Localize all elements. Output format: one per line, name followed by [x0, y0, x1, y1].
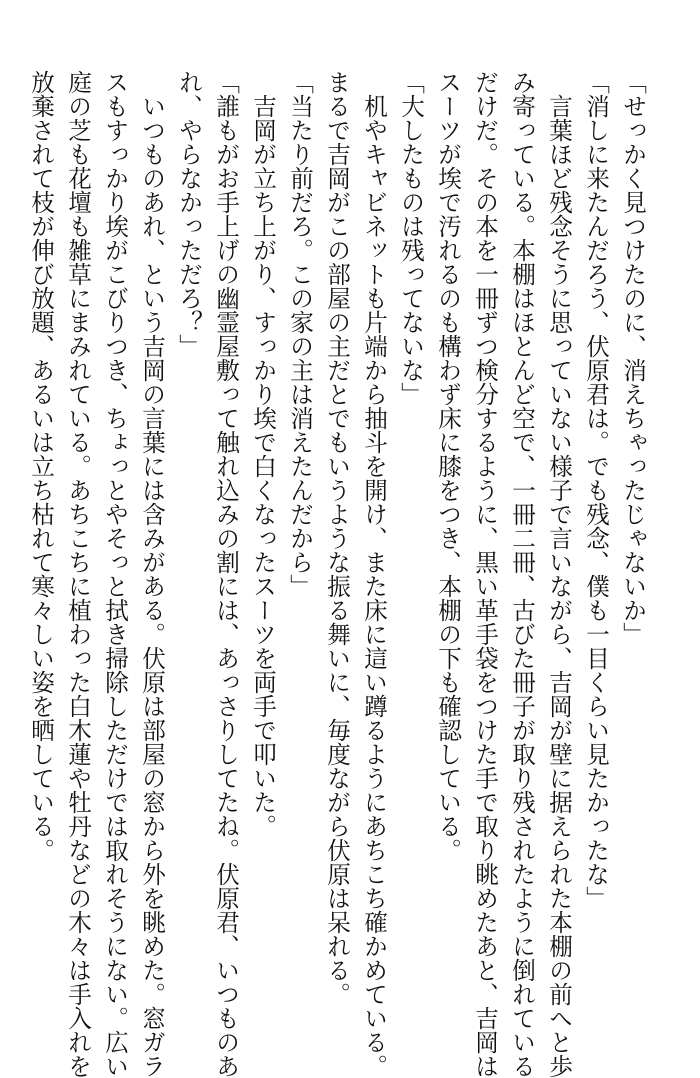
text-line-1: 「せっかく見つけたのに、消えちゃったじゃないか」: [619, 70, 647, 646]
text-line-7: 「大したものは残ってないな」: [397, 70, 425, 406]
text-line-6: スーツが埃で汚れるのも構わず床に膝をつき、本棚の下も確認している。: [434, 70, 462, 862]
text-line-10: 「当たり前だろ。この家の主は消えたんだから」: [286, 70, 314, 598]
text-line-11: 吉岡が立ち上がり、すっかり埃で白くなったスーツを両手で叩いた。: [249, 70, 277, 838]
text-line-16: 庭の芝も花壇も雑草にまみれている。あちこちに植わった白木蓮や牡丹などの木々は手入れを: [64, 70, 92, 1078]
text-line-3: 言葉ほど残念そうに思っていない様子で言いながら、吉岡が壁に据えられた本棚の前へと歩: [545, 70, 573, 1078]
text-line-17: 放棄されて枝が伸び放題、あるいは立ち枯れて寒々しい姿を晒している。: [27, 70, 55, 862]
text-line-15: スもすっかり埃がこびりつき、ちょっとやそっと拭き掃除しただけでは取れそうにない。広い: [101, 70, 129, 1078]
text-line-8: 机やキャビネットも片端から抽斗を開け、また床に這い蹲るようにあちこち確かめている。: [360, 70, 388, 1078]
text-line-14: いつものあれ、という吉岡の言葉には含みがある。伏原は部屋の窓から外を眺めた。窓ガラ: [138, 70, 166, 1078]
text-line-12: 「誰もがお手上げの幽霊屋敷って触れ込みの割には、あっさりしてたね。伏原君、いつものあ: [212, 70, 240, 1078]
text-line-2: 「消しに来たんだろう、伏原君は。でも残念、僕も一目くらい見たかったな」: [582, 70, 610, 910]
text-line-9: まるで吉岡がこの部屋の主だとでもいうような振る舞いに、毎度ながら伏原は呆れる。: [323, 70, 351, 1006]
text-line-4: み寄っている。本棚はほとんど空で、一冊二冊、古びた冊子が取り残されたように倒れている: [508, 70, 536, 1078]
text-line-5: だけだ。その本を一冊ずつ検分するように、黒い革手袋をつけた手で取り眺めたあと、吉岡は: [471, 70, 499, 1078]
text-line-13: れ、やらなかっただろ？」: [175, 70, 203, 358]
